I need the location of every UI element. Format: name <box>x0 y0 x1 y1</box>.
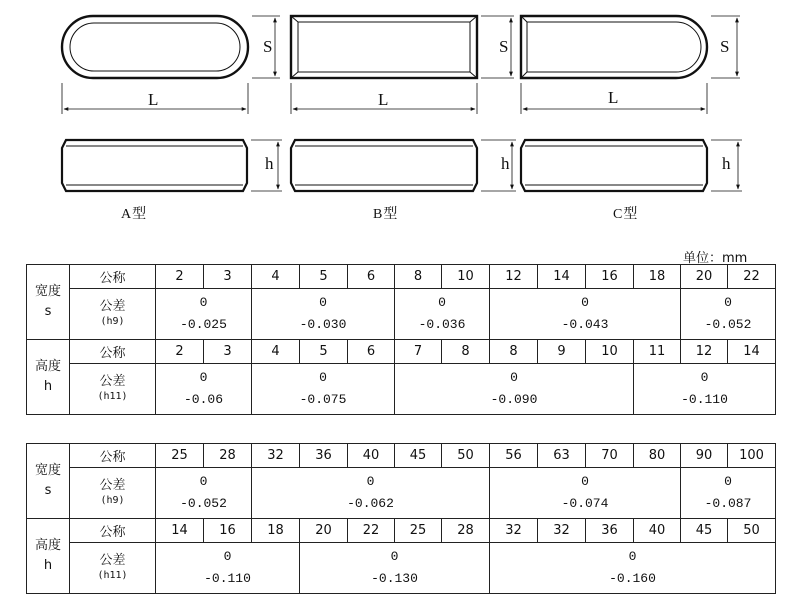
nominal-value: 32 <box>252 444 300 468</box>
nominal-value: 4 <box>252 265 300 289</box>
tolerance-upper: 0 <box>223 549 232 564</box>
tolerance-lower: -0.030 <box>299 317 347 332</box>
tolerance-label-text: 公差 <box>99 553 126 568</box>
height-group-label <box>27 340 70 415</box>
tolerance-upper: 0 <box>724 474 732 489</box>
width-group-label <box>27 444 70 519</box>
tolerance-lower: -0.087 <box>704 496 752 511</box>
nominal-value: 9 <box>538 340 586 364</box>
nominal-value: 45 <box>395 444 442 468</box>
tolerance-lower: -0.160 <box>609 571 656 586</box>
tolerance-cell <box>490 468 681 519</box>
key-dimension-table-2 <box>26 443 776 594</box>
nominal-value: 25 <box>395 519 442 543</box>
tolerance-upper: 0 <box>199 370 208 385</box>
nominal-label: 公称 <box>70 265 156 289</box>
nominal-value: 5 <box>300 340 348 364</box>
type-b-top-view <box>291 16 514 114</box>
nominal-value: 11 <box>634 340 681 364</box>
tolerance-label-text: 公差 <box>99 299 126 314</box>
type-b-side-view <box>291 140 516 191</box>
height-tolerance-row <box>27 364 776 415</box>
nominal-value: 14 <box>728 340 776 364</box>
nominal-value: 8 <box>490 340 538 364</box>
group-label-text: 高度 <box>34 538 61 553</box>
nominal-value: 28 <box>442 519 490 543</box>
nominal-value: 8 <box>442 340 490 364</box>
width-nominal-row <box>27 444 776 468</box>
nominal-value: 3 <box>204 340 252 364</box>
height-tolerance-row <box>27 543 776 594</box>
nominal-label: 公称 <box>70 519 156 543</box>
nominal-value: 18 <box>252 519 300 543</box>
width-nominal-row <box>27 265 776 289</box>
tolerance-label-text: 公差 <box>99 478 126 493</box>
type-c-side-view <box>521 140 742 191</box>
group-symbol: s <box>44 483 52 498</box>
tolerance-upper: 0 <box>199 474 208 489</box>
tolerance-label-text: 公差 <box>99 374 126 389</box>
nominal-value: 10 <box>586 340 634 364</box>
nominal-value: 32 <box>538 519 586 543</box>
nominal-value: 40 <box>634 519 681 543</box>
tolerance-upper: 0 <box>510 370 518 385</box>
group-label-text: 高度 <box>34 359 61 374</box>
tolerance-upper: 0 <box>366 474 375 489</box>
tolerance-code: (h9) <box>100 495 125 506</box>
nominal-value: 100 <box>728 444 776 468</box>
caption-type-c: C型 <box>613 207 639 222</box>
nominal-label: 公称 <box>70 340 156 364</box>
height-nominal-row <box>27 519 776 543</box>
tolerance-cell <box>681 468 776 519</box>
dim-label-l-a: L <box>148 90 159 109</box>
nominal-value: 18 <box>634 265 681 289</box>
dim-label-s-b: S <box>499 37 509 56</box>
width-tolerance-row <box>27 468 776 519</box>
nominal-value: 6 <box>348 265 395 289</box>
nominal-value: 63 <box>538 444 586 468</box>
nominal-value: 14 <box>156 519 204 543</box>
nominal-value: 25 <box>156 444 204 468</box>
dim-label-l-b: L <box>378 90 389 109</box>
width-tolerance-row <box>27 289 776 340</box>
group-symbol: h <box>43 379 53 394</box>
nominal-value: 20 <box>681 265 728 289</box>
dim-label-l-c: L <box>608 88 619 107</box>
tolerance-lower: -0.062 <box>347 496 394 511</box>
tolerance-cell <box>252 468 490 519</box>
tolerance-upper: 0 <box>319 370 327 385</box>
type-a-side-view <box>62 140 282 191</box>
tolerance-cell <box>395 364 634 415</box>
nominal-value: 32 <box>490 519 538 543</box>
width-group-label <box>27 265 70 340</box>
tolerance-cell <box>156 364 252 415</box>
tolerance-lower: -0.036 <box>418 317 466 332</box>
tolerance-cell <box>252 364 395 415</box>
tolerance-code: (h9) <box>100 316 125 327</box>
tolerance-cell <box>156 289 252 340</box>
nominal-value: 40 <box>348 444 395 468</box>
nominal-label: 公称 <box>70 444 156 468</box>
group-symbol: h <box>43 558 53 573</box>
tolerance-upper: 0 <box>390 549 399 564</box>
tolerance-upper: 0 <box>438 295 446 310</box>
tolerance-code: (h11) <box>97 391 128 402</box>
nominal-value: 36 <box>586 519 634 543</box>
nominal-value: 50 <box>728 519 776 543</box>
nominal-value: 14 <box>538 265 586 289</box>
tolerance-lower: -0.075 <box>299 392 347 407</box>
nominal-value: 56 <box>490 444 538 468</box>
nominal-value: 2 <box>156 340 204 364</box>
tolerance-upper: 0 <box>628 549 637 564</box>
tolerance-lower: -0.130 <box>371 571 418 586</box>
nominal-value: 22 <box>348 519 395 543</box>
tolerance-cell <box>634 364 776 415</box>
key-dimension-table-1 <box>26 264 776 415</box>
dim-label-s-c: S <box>720 37 730 56</box>
nominal-value: 12 <box>681 340 728 364</box>
tolerance-cell <box>156 543 300 594</box>
tolerance-upper: 0 <box>581 474 589 489</box>
tolerance-lower: -0.052 <box>180 496 227 511</box>
tolerance-cell <box>395 289 490 340</box>
nominal-value: 4 <box>252 340 300 364</box>
key-drawing-svg <box>0 0 797 240</box>
tolerance-upper: 0 <box>319 295 327 310</box>
tolerance-lower: -0.110 <box>681 392 728 407</box>
dim-label-h-a: h <box>265 154 274 173</box>
nominal-value: 2 <box>156 265 204 289</box>
nominal-value: 7 <box>395 340 442 364</box>
dim-label-s-a: S <box>263 37 273 56</box>
nominal-value: 5 <box>300 265 348 289</box>
nominal-value: 3 <box>204 265 252 289</box>
tolerance-upper: 0 <box>199 295 208 310</box>
nominal-value: 22 <box>728 265 776 289</box>
nominal-value: 70 <box>586 444 634 468</box>
dim-label-h-c: h <box>722 154 731 173</box>
group-label-text: 宽度 <box>34 284 61 299</box>
nominal-value: 80 <box>634 444 681 468</box>
unit-label: 单位：mm <box>683 251 748 266</box>
tolerance-lower: -0.043 <box>561 317 609 332</box>
tolerance-lower: -0.06 <box>183 392 223 407</box>
tolerance-cell <box>681 289 776 340</box>
key-drawings <box>0 0 797 240</box>
tolerance-lower: -0.025 <box>180 317 227 332</box>
caption-type-b: B型 <box>373 207 399 222</box>
height-group-label <box>27 519 70 594</box>
caption-type-a: A型 <box>121 207 148 222</box>
tolerance-lower: -0.110 <box>204 571 251 586</box>
type-a-top-view <box>62 16 280 114</box>
nominal-value: 20 <box>300 519 348 543</box>
dim-label-h-b: h <box>501 154 510 173</box>
tolerance-cell <box>300 543 490 594</box>
nominal-value: 12 <box>490 265 538 289</box>
tolerance-upper: 0 <box>581 295 589 310</box>
nominal-value: 10 <box>442 265 490 289</box>
tolerance-cell <box>490 289 681 340</box>
tolerance-cell <box>490 543 776 594</box>
height-nominal-row <box>27 340 776 364</box>
tolerance-code: (h11) <box>97 570 128 581</box>
group-symbol: s <box>44 304 52 319</box>
tolerance-label <box>70 543 156 594</box>
nominal-value: 45 <box>681 519 728 543</box>
tolerance-cell <box>156 468 252 519</box>
tolerance-lower: -0.090 <box>490 392 538 407</box>
type-c-top-view <box>521 16 740 114</box>
tolerance-upper: 0 <box>724 295 732 310</box>
tolerance-upper: 0 <box>700 370 709 385</box>
nominal-value: 36 <box>300 444 348 468</box>
nominal-value: 90 <box>681 444 728 468</box>
tolerance-label <box>70 364 156 415</box>
tolerance-label <box>70 468 156 519</box>
nominal-value: 16 <box>586 265 634 289</box>
tolerance-label <box>70 289 156 340</box>
group-label-text: 宽度 <box>34 463 61 478</box>
tolerance-cell <box>252 289 395 340</box>
nominal-value: 50 <box>442 444 490 468</box>
nominal-value: 16 <box>204 519 252 543</box>
nominal-value: 6 <box>348 340 395 364</box>
nominal-value: 8 <box>395 265 442 289</box>
tolerance-lower: -0.052 <box>704 317 752 332</box>
nominal-value: 28 <box>204 444 252 468</box>
tolerance-lower: -0.074 <box>561 496 609 511</box>
